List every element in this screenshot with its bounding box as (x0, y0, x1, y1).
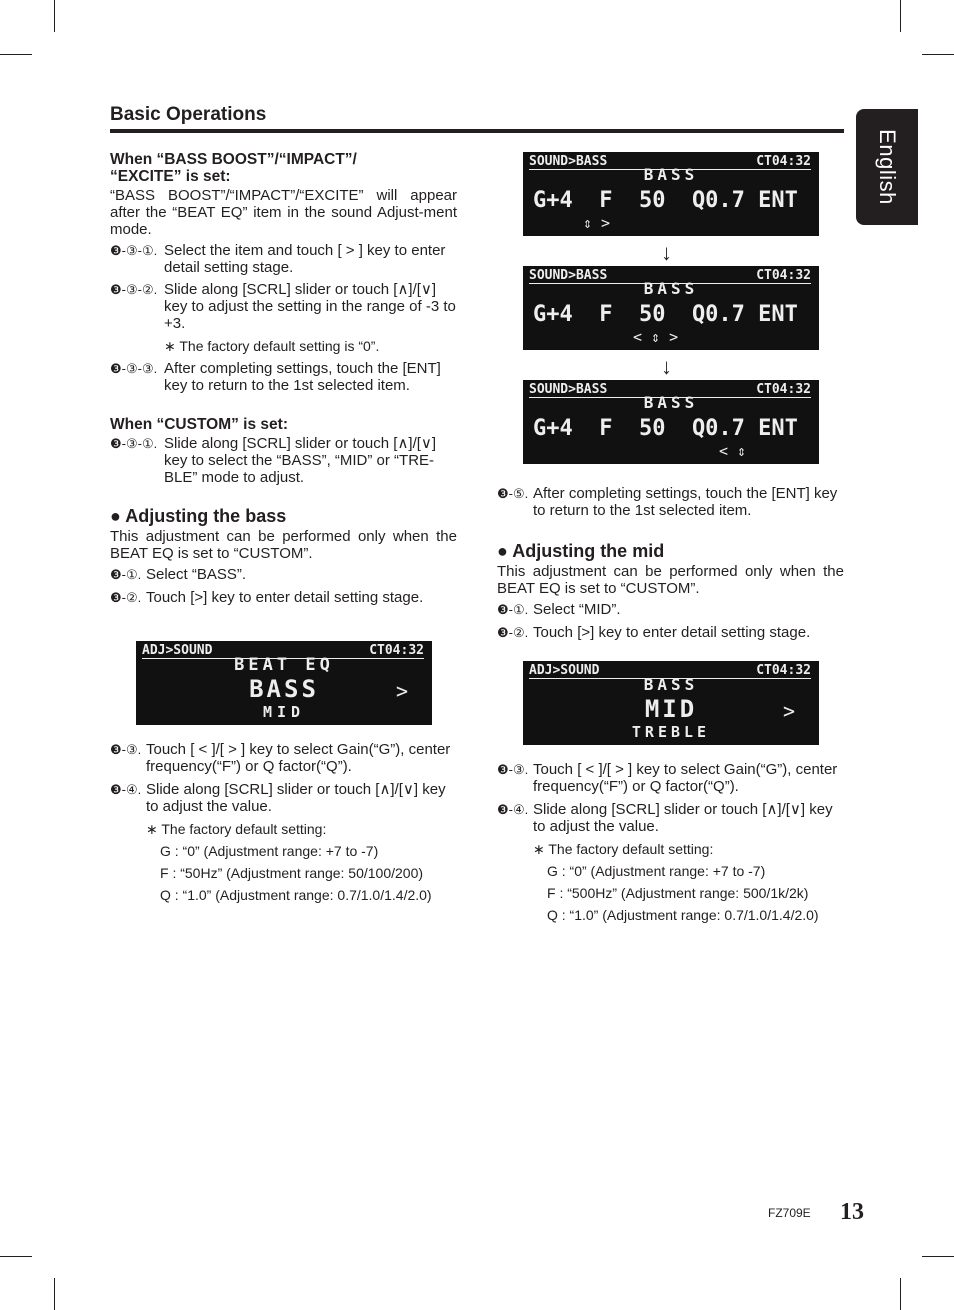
boost-heading-2: “EXCITE” is set: (110, 168, 231, 185)
section-title: Basic Operations (110, 104, 267, 125)
down-arrow-icon: ↓ (661, 354, 672, 379)
language-tab (856, 109, 918, 225)
lcd-breadcrumb: SOUND>BASS (529, 154, 608, 169)
lcd-values: G+4 F 50 Q0.7 ENT (533, 188, 798, 213)
step-text: Slide along [SCRL] slider or touch [∧]/[∨] key to adjust the value. (533, 801, 833, 835)
lcd-nav: ⇕ > (583, 214, 611, 232)
bass-step-2 (110, 589, 457, 606)
bass-default-f: F : “50Hz” (Adjustment range: 50/100/200) (160, 865, 424, 881)
lcd-nav: < ⇕ > (633, 328, 679, 346)
right-column-lower (497, 761, 844, 924)
lcd-next-icon: > (395, 679, 408, 703)
mid-heading: ● Adjusting the mid (497, 541, 665, 561)
mid-default-q: Q : “1.0” (Adjustment range: 0.7/1.0/1.4/2.0) (547, 907, 819, 923)
lcd-bass-detail-1 (523, 152, 819, 236)
step-text: After completing settings, touch the [ENT] key to return to the 1st selected item. (164, 360, 441, 394)
bass-step-3 (110, 741, 457, 775)
lcd-bass-detail-3 (523, 380, 819, 464)
bass-default-q: Q : “1.0” (Adjustment range: 0.7/1.0/1.4/2.0) (160, 887, 432, 903)
boost-step-1 (110, 242, 457, 276)
step-text: Select the item and touch [ > ] key to enter detail setting stage. (164, 242, 446, 276)
lcd-mid-select (523, 661, 819, 745)
step-number: ❸-②. (110, 590, 142, 605)
lcd-title: BASS (643, 279, 699, 298)
lcd-nav: < ⇕ (719, 442, 747, 460)
lcd-item-above: BASS (643, 675, 699, 694)
down-arrow-icon: ↓ (661, 240, 672, 265)
left-column (110, 151, 457, 606)
lcd-clock: CT04:32 (369, 643, 424, 658)
step-text: Slide along [SCRL] slider or touch [∧]/[∨] key to adjust the value. (146, 781, 446, 815)
step-text: Slide along [SCRL] slider or touch [∧]/[∨] key to select the “BASS”, “MID” or “TRE-BLE” mode to adjust. (164, 435, 437, 486)
model-code: FZ709E (768, 1206, 811, 1220)
bass-default-g: G : “0” (Adjustment range: +7 to -7) (160, 843, 379, 859)
mid-step-1 (497, 601, 844, 618)
crop-mark (54, 0, 55, 32)
mid-default-note: ∗ The factory default setting: (533, 841, 714, 857)
boost-step-2 (110, 281, 457, 332)
bass-default-note: ∗ The factory default setting: (146, 821, 327, 837)
crop-mark (54, 1278, 55, 1310)
step-number: ❸-④. (497, 802, 529, 817)
lcd-beat-eq-bass (136, 641, 432, 725)
bass-step-1 (110, 566, 457, 583)
lcd-values: G+4 F 50 Q0.7 ENT (533, 302, 798, 327)
step-number: ❸-③-③. (110, 361, 158, 376)
step-number: ❸-①. (110, 567, 142, 582)
lcd-breadcrumb: SOUND>BASS (529, 382, 608, 397)
lcd-clock: CT04:32 (756, 382, 811, 397)
lcd-title: BASS (643, 393, 699, 412)
step-text: Touch [ < ]/[ > ] key to select Gain(“G”), center frequency(“F”) or Q factor(“Q”). (146, 741, 451, 775)
step-number: ❸-②. (497, 625, 529, 640)
step-text: Select “BASS”. (146, 566, 247, 583)
mid-step-2 (497, 624, 844, 641)
step-text: Slide along [SCRL] slider or touch [∧]/[∨] key to adjust the setting in the range of -3 to +3. (164, 281, 456, 332)
lcd-clock: CT04:32 (756, 154, 811, 169)
step-number: ❸-③-①. (110, 243, 158, 258)
right-column (497, 485, 844, 641)
crop-mark (0, 54, 32, 55)
bass-intro: This adjustment can be performed only when the BEAT EQ is set to “CUSTOM”. (110, 528, 457, 562)
left-column-lower (110, 741, 457, 904)
step-text: Touch [>] key to enter detail setting stage. (146, 589, 424, 606)
lcd-breadcrumb: ADJ>SOUND (529, 663, 600, 678)
header-rule (110, 129, 844, 133)
step-number: ❸-④. (110, 782, 142, 797)
step-number: ❸-③. (110, 742, 142, 757)
lcd-breadcrumb: ADJ>SOUND (142, 643, 213, 658)
lcd-values: G+4 F 50 Q0.7 ENT (533, 416, 798, 441)
custom-step-1 (110, 435, 457, 486)
step-text: Select “MID”. (533, 601, 621, 618)
lcd-item-below: TREBLE (631, 723, 711, 741)
step-number: ❸-③-①. (110, 436, 158, 451)
lcd-bass-detail-2 (523, 266, 819, 350)
boost-heading-1: When “BASS BOOST”/“IMPACT”/ (110, 151, 357, 168)
step-number: ❸-①. (497, 602, 529, 617)
crop-mark (0, 1256, 32, 1257)
lcd-breadcrumb: SOUND>BASS (529, 268, 608, 283)
mid-intro: This adjustment can be performed only when the BEAT EQ is set to “CUSTOM”. (497, 563, 844, 597)
step-number: ❸-③. (497, 762, 529, 777)
lcd-item-above: BEAT EQ (234, 655, 334, 675)
mid-step-4 (497, 801, 844, 835)
mid-default-f: F : “500Hz” (Adjustment range: 500/1k/2k) (547, 885, 809, 901)
language-tab-label: English (875, 129, 900, 205)
mid-default-g: G : “0” (Adjustment range: +7 to -7) (547, 863, 766, 879)
bass-step-5 (497, 485, 844, 519)
step-text: Touch [ < ]/[ > ] key to select Gain(“G”), center frequency(“F”) or Q factor(“Q”). (533, 761, 838, 795)
bass-step-4 (110, 781, 457, 815)
lcd-item-selected: BASS (249, 675, 319, 703)
step-number: ❸-③-②. (110, 282, 158, 297)
lcd-item-below: MID (262, 703, 306, 721)
lcd-clock: CT04:32 (756, 663, 811, 678)
crop-mark (900, 0, 901, 32)
step-text: After completing settings, touch the [ENT] key to return to the 1st selected item. (533, 485, 838, 519)
lcd-item-selected: MID (644, 695, 698, 723)
page-number: 13 (840, 1199, 864, 1225)
lcd-next-icon: > (782, 699, 795, 723)
bass-heading: ● Adjusting the bass (110, 506, 287, 526)
crop-mark (900, 1278, 901, 1310)
crop-mark (922, 1256, 954, 1257)
custom-heading: When “CUSTOM” is set: (110, 416, 288, 433)
step-text: Touch [>] key to enter detail setting stage. (533, 624, 811, 641)
lcd-clock: CT04:32 (756, 268, 811, 283)
step-number: ❸-⑤. (497, 486, 529, 501)
boost-intro: “BASS BOOST”/“IMPACT”/“EXCITE” will appear after the “BEAT EQ” item in the sound Adjust-ment mode. (110, 187, 457, 238)
boost-step-3 (110, 360, 457, 394)
lcd-title: BASS (643, 165, 699, 184)
boost-default-note: ∗ The factory default setting is “0”. (164, 338, 380, 354)
crop-mark (922, 54, 954, 55)
mid-step-3 (497, 761, 844, 795)
